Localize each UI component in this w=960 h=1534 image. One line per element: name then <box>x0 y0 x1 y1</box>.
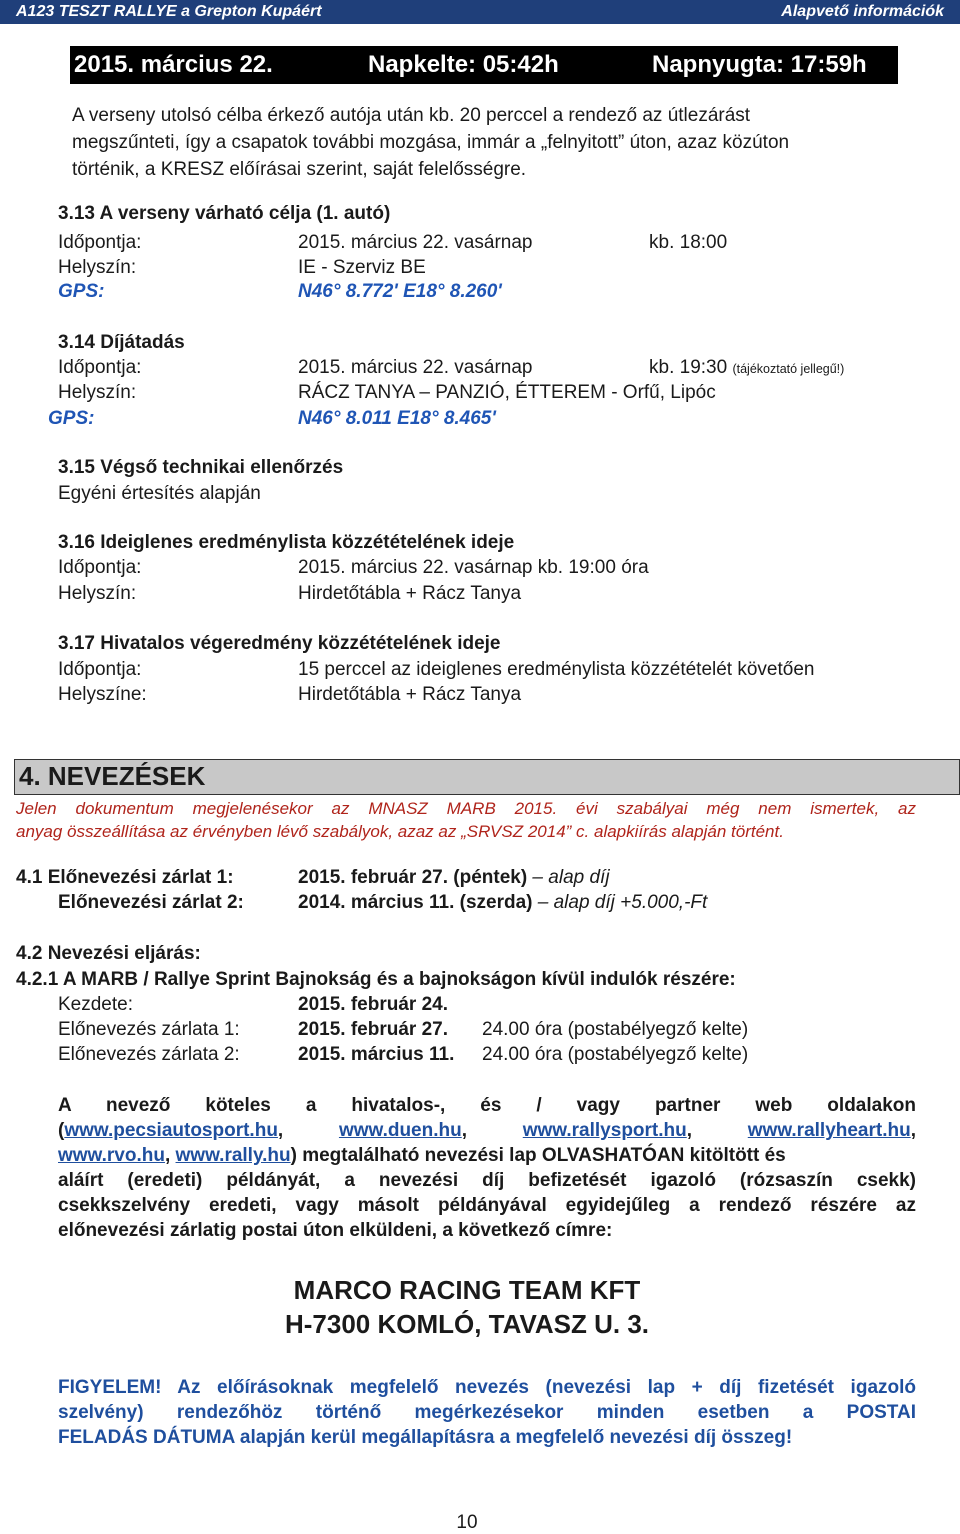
warning-line-2: szelvény) rendezőhöz történő megérkezésekor minden esetben a POSTAI <box>58 1402 916 1423</box>
s313-time-value: 2015. március 22. vasárnap <box>298 232 533 253</box>
event-date: 2015. március 22. <box>74 51 273 78</box>
sunset: Napnyugta: 17:59h <box>652 51 867 78</box>
s421-r3-extra: 24.00 óra (postabélyegző kelte) <box>482 1044 749 1065</box>
s315-line: Egyéni értesítés alapján <box>58 483 261 504</box>
s314-time-extra <box>649 357 844 379</box>
para-link-group-3: www.rallysport.hu, <box>522 1120 693 1141</box>
s314-gps-value: N46° 8.011 E18° 8.465' <box>298 408 496 429</box>
section-3-14-title: 3.14 Díjátadás <box>58 332 185 353</box>
section-3-13-title: 3.13 A verseny várható célja (1. autó) <box>58 203 391 224</box>
s41-label-2: Előnevezési zárlat 2: <box>58 892 244 913</box>
s314-place-value: RÁCZ TANYA – PANZIÓ, ÉTTEREM - Orfű, Lipóc <box>298 382 716 403</box>
sunrise: Napkelte: 05:42h <box>368 51 559 78</box>
s421-r3-label: Előnevezés zárlata 2: <box>58 1044 240 1065</box>
s421-r2-value: 2015. február 27. <box>298 1019 448 1040</box>
s317-time-label: Időpontja: <box>58 659 142 680</box>
intro-line-2: megszűnteti, így a csapatok további mozgása, immár a „felnyitott” úton, azaz közúton <box>72 132 790 153</box>
s317-place-label: Helyszíne: <box>58 684 147 705</box>
s421-r2-label: Előnevezés zárlata 1: <box>58 1019 240 1040</box>
section-4-header <box>14 759 960 795</box>
intro-line-3: történik, a KRESZ előírásai szerint, saját felelősségre. <box>72 159 527 180</box>
s313-gps-label: GPS: <box>58 281 105 302</box>
section-4-2-title: 4.2 Nevezési eljárás: <box>16 943 201 964</box>
address-line-1: MARCO RACING TEAM KFT <box>293 1275 641 1305</box>
s314-time: kb. 19:30 <box>649 357 728 378</box>
s314-time-label: Időpontja: <box>58 357 142 378</box>
intro-line-1: A verseny utolsó célba érkező autója után kb. 20 perccel a rendező az útlezárást <box>72 105 751 126</box>
para-link-group-2: www.duen.hu, <box>338 1120 468 1141</box>
s421-r1-label: Kezdete: <box>58 994 133 1015</box>
s313-place-label: Helyszín: <box>58 257 137 278</box>
s41-value-1-fee: – alap díj <box>527 867 610 888</box>
para-line-1: A nevező köteles a hivatalos-, és / vagy partner web oldalakon <box>58 1095 916 1116</box>
header-section: Alapvető információk <box>781 3 944 20</box>
section-3-16-title: 3.16 Ideiglenes eredménylista közzétételének ideje <box>58 532 515 553</box>
link-rallysport[interactable]: www.rallysport.hu <box>522 1120 687 1141</box>
warning-line-1: FIGYELEM! Az előírásoknak megfelelő nevezés (nevezési lap + díj fizetését igazoló <box>58 1377 916 1398</box>
s41-label-1: 4.1 Előnevezési zárlat 1: <box>16 867 234 888</box>
para-line-6: előnevezési zárlatig postai úton elküldeni, a következő címre: <box>58 1220 613 1241</box>
s314-time-value: 2015. március 22. vasárnap <box>298 357 533 378</box>
s41-value-1 <box>298 867 610 889</box>
s314-place-label: Helyszín: <box>58 382 137 403</box>
s41-value-2 <box>298 892 707 914</box>
page-number: 10 <box>456 1512 478 1533</box>
date-bar <box>70 46 898 84</box>
para-line-5: csekkszelvény eredeti, vagy másolt példányával egyidejűleg a rendező részére az <box>58 1195 916 1216</box>
s313-gps-value: N46° 8.772' E18° 8.260' <box>298 281 502 302</box>
link-rallyheart[interactable]: www.rallyheart.hu <box>747 1120 911 1141</box>
s421-r2-extra: 24.00 óra (postabélyegző kelte) <box>482 1019 749 1040</box>
para-line-3-rest: ) megtalálható nevezési lap OLVASHATÓAN kitöltött és <box>290 1145 786 1166</box>
s314-gps-label: GPS: <box>48 408 95 429</box>
s316-place-label: Helyszín: <box>58 583 137 604</box>
s314-time-note: (tájékoztató jellegű!) <box>732 362 845 376</box>
link-pecsiautosport[interactable]: www.pecsiautosport.hu <box>64 1120 278 1141</box>
section-3-15-title: 3.15 Végső technikai ellenőrzés <box>58 457 344 478</box>
header-title: A123 TESZT RALLYE a Grepton Kupáért <box>16 3 322 20</box>
address-line-2: H-7300 KOMLÓ, TAVASZ U. 3. <box>284 1309 650 1339</box>
s41-value-1-date: 2015. február 27. (péntek) <box>298 867 528 888</box>
para-line-2 <box>58 1120 916 1142</box>
s4-note-line-2: anyag összeállítása az érvényben lévő szabályok, azaz az „SRVSZ 2014” c. alapkiírás alapján történt. <box>16 822 784 841</box>
s316-place-value: Hirdetőtábla + Rácz Tanya <box>298 583 522 604</box>
para-link-group-1: (www.pecsiautosport.hu, <box>58 1120 284 1141</box>
s317-time-value: 15 perccel az ideiglenes eredménylista közzétételét követően <box>298 659 815 680</box>
s421-r1-value: 2015. február 24. <box>298 994 448 1015</box>
s317-place-value: Hirdetőtábla + Rácz Tanya <box>298 684 522 705</box>
warning-line-3: FELADÁS DÁTUMA alapján kerül megállapításra a megfelelő nevezési díj összeg! <box>58 1427 793 1448</box>
link-rvo[interactable]: www.rvo.hu <box>58 1145 165 1166</box>
s316-time-label: Időpontja: <box>58 557 142 578</box>
s41-value-2-date: 2014. március 11. (szerda) <box>298 892 533 913</box>
para-link-group-4: www.rallyheart.hu, <box>747 1120 916 1141</box>
section-4-2-1-title: 4.2.1 A MARB / Rallye Sprint Bajnokság és a bajnokságon kívül indulók részére: <box>16 969 736 990</box>
s4-note-line-1: Jelen dokumentum megjelenésekor az MNASZ MARB 2015. évi szabályai még nem ismertek, az <box>16 799 916 818</box>
s41-value-2-fee: – alap díj +5.000,-Ft <box>532 892 708 913</box>
link-duen[interactable]: www.duen.hu <box>338 1120 462 1141</box>
s421-r3-value: 2015. március 11. <box>298 1044 455 1065</box>
s313-place-value: IE - Szerviz BE <box>298 257 426 278</box>
s316-time-value: 2015. március 22. vasárnap kb. 19:00 óra <box>298 557 649 578</box>
para-line-3: www.rvo.hu, www.rally.hu) megtalálható nevezési lap OLVASHATÓAN kitöltött és <box>58 1145 786 1166</box>
s313-time-extra: kb. 18:00 <box>649 232 728 253</box>
link-rally[interactable]: www.rally.hu <box>175 1145 291 1166</box>
section-4-title: 4. NEVEZÉSEK <box>19 761 206 791</box>
s313-time-label: Időpontja: <box>58 232 142 253</box>
page-header-bar <box>0 0 960 24</box>
section-3-17-title: 3.17 Hivatalos végeredmény közzétételének ideje <box>58 633 501 654</box>
para-line-4: aláírt (eredeti) példányát, a nevezési díj befizetését igazoló (rózsaszín csekk) <box>58 1170 916 1191</box>
